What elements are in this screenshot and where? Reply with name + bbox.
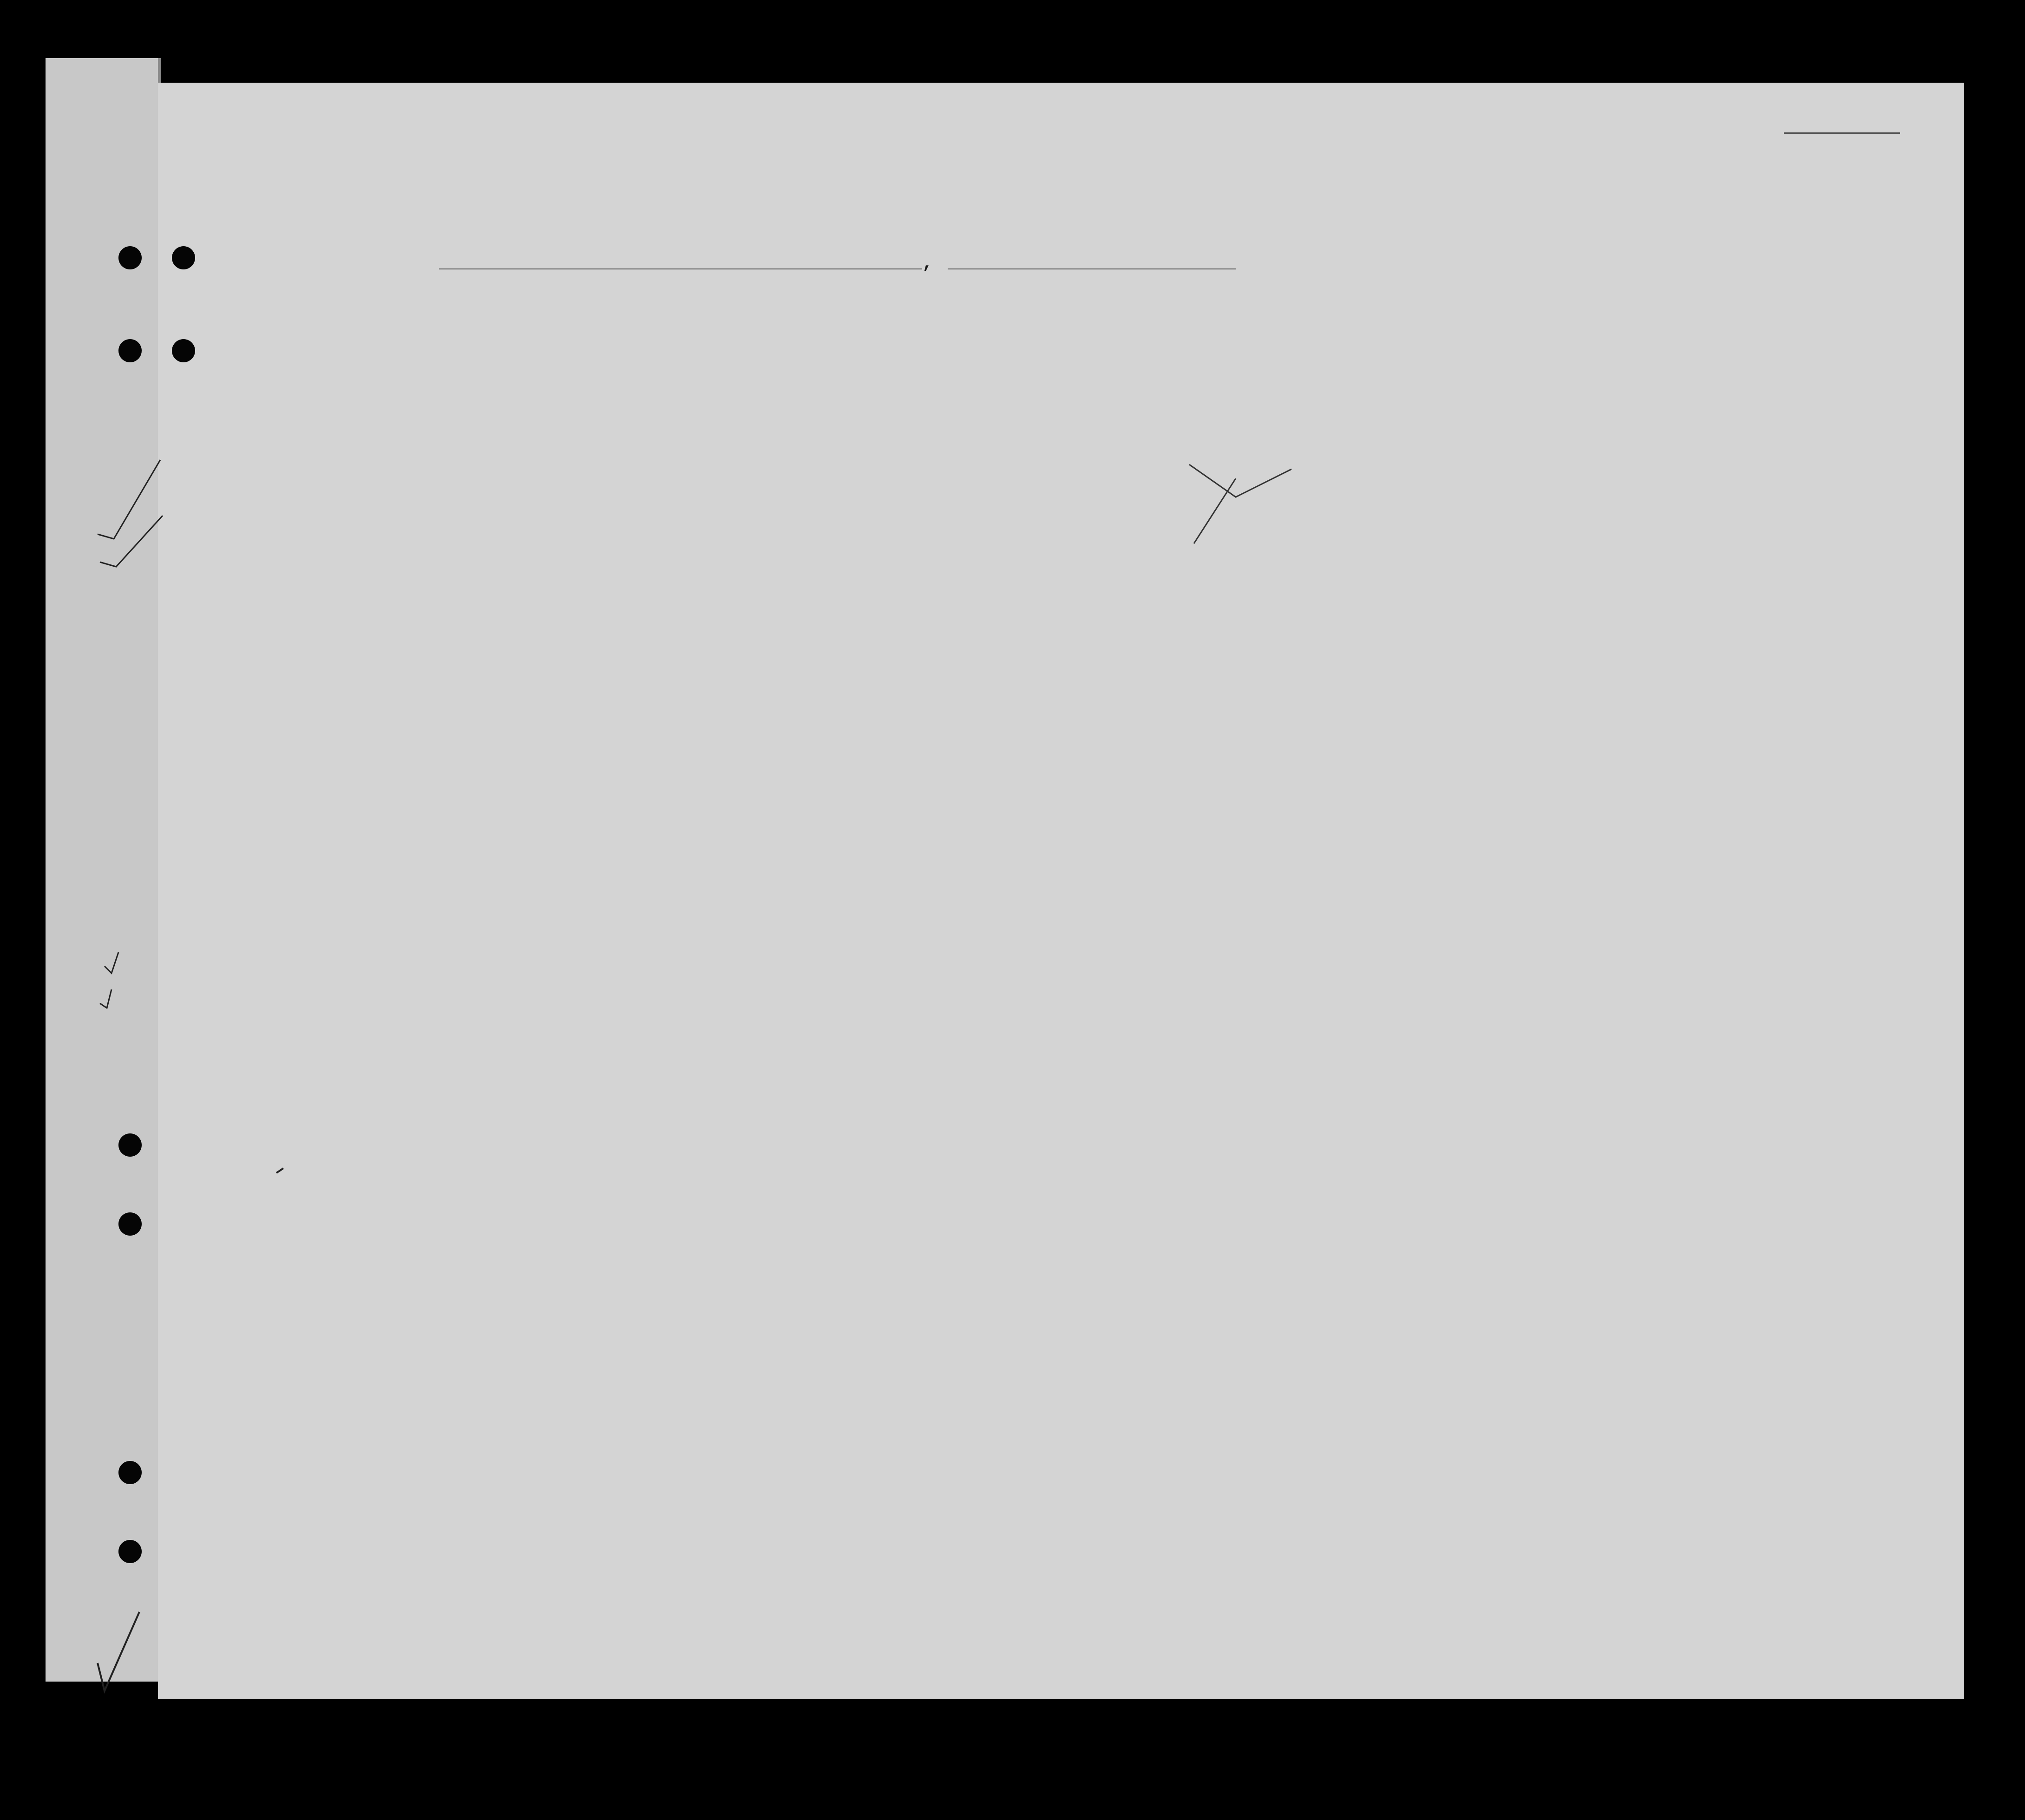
tick-mark [1189,465,1291,497]
stray-mark [276,1168,283,1173]
tick-mark [100,516,163,567]
comma-sep: , [922,254,933,274]
tick-mark [98,1612,139,1691]
tick-mark [1194,478,1236,543]
tick-mark [100,989,111,1008]
tick-mark [98,460,160,539]
tick-mark [105,952,118,973]
